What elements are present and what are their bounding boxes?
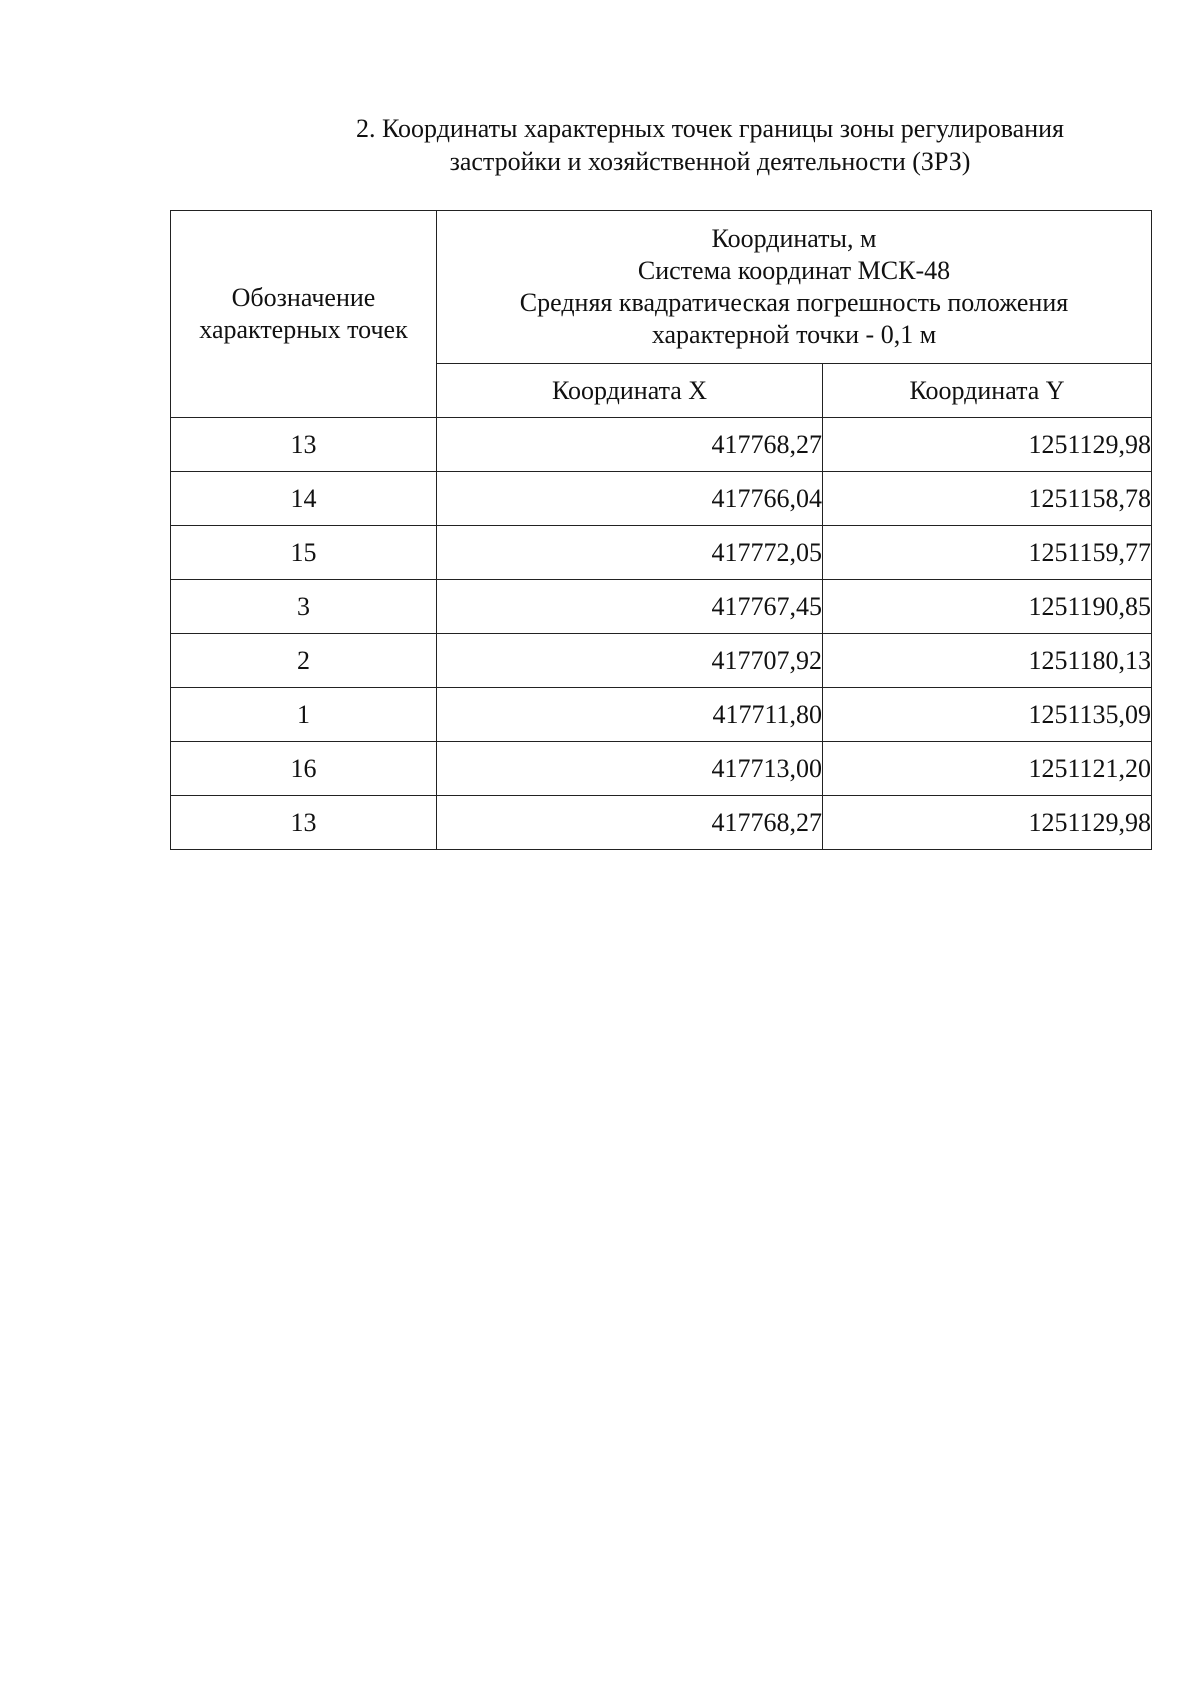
y-cell: 1251159,77	[823, 526, 1152, 580]
table-row	[171, 634, 1152, 688]
heading-line-1: 2. Координаты характерных точек границы зоны регулирования	[356, 114, 1064, 143]
coords-header-line-1: Координаты, м	[711, 224, 877, 253]
y-cell: 1251158,78	[823, 472, 1152, 526]
table-row	[171, 580, 1152, 634]
table-row	[171, 796, 1152, 850]
document-heading	[300, 112, 1120, 178]
y-cell: 1251129,98	[823, 796, 1152, 850]
x-cell: 417711,80	[437, 688, 823, 742]
point-cell: 3	[171, 580, 437, 634]
x-cell: 417766,04	[437, 472, 823, 526]
point-cell: 14	[171, 472, 437, 526]
point-designation-header	[171, 211, 437, 418]
coords-header-line-2: Система координат МСК-48	[637, 256, 951, 285]
x-cell: 417772,05	[437, 526, 823, 580]
column-header-x: Координата X	[437, 364, 823, 418]
x-cell: 417713,00	[437, 742, 823, 796]
table-row	[171, 688, 1152, 742]
point-header-line-2: характерных точек	[199, 315, 408, 344]
point-cell: 13	[171, 418, 437, 472]
coordinates-table	[170, 210, 1152, 850]
y-cell: 1251180,13	[823, 634, 1152, 688]
x-cell: 417768,27	[437, 796, 823, 850]
table-row	[171, 742, 1152, 796]
x-cell: 417707,92	[437, 634, 823, 688]
table-row	[171, 472, 1152, 526]
table-row	[171, 526, 1152, 580]
point-cell: 15	[171, 526, 437, 580]
coords-header-line-4: характерной точки - 0,1 м	[651, 320, 937, 349]
y-cell: 1251121,20	[823, 742, 1152, 796]
y-cell: 1251129,98	[823, 418, 1152, 472]
y-cell: 1251190,85	[823, 580, 1152, 634]
heading-line-2: застройки и хозяйственной деятельности (ЗРЗ)	[449, 147, 971, 176]
point-cell: 2	[171, 634, 437, 688]
point-header-line-1: Обозначение	[231, 283, 376, 312]
coordinates-header	[437, 211, 1152, 364]
x-cell: 417768,27	[437, 418, 823, 472]
point-cell: 1	[171, 688, 437, 742]
y-cell: 1251135,09	[823, 688, 1152, 742]
point-cell: 13	[171, 796, 437, 850]
coords-header-line-3: Средняя квадратическая погрешность положения	[519, 288, 1069, 317]
x-cell: 417767,45	[437, 580, 823, 634]
table-row	[171, 418, 1152, 472]
column-header-y: Координата Y	[823, 364, 1152, 418]
point-cell: 16	[171, 742, 437, 796]
